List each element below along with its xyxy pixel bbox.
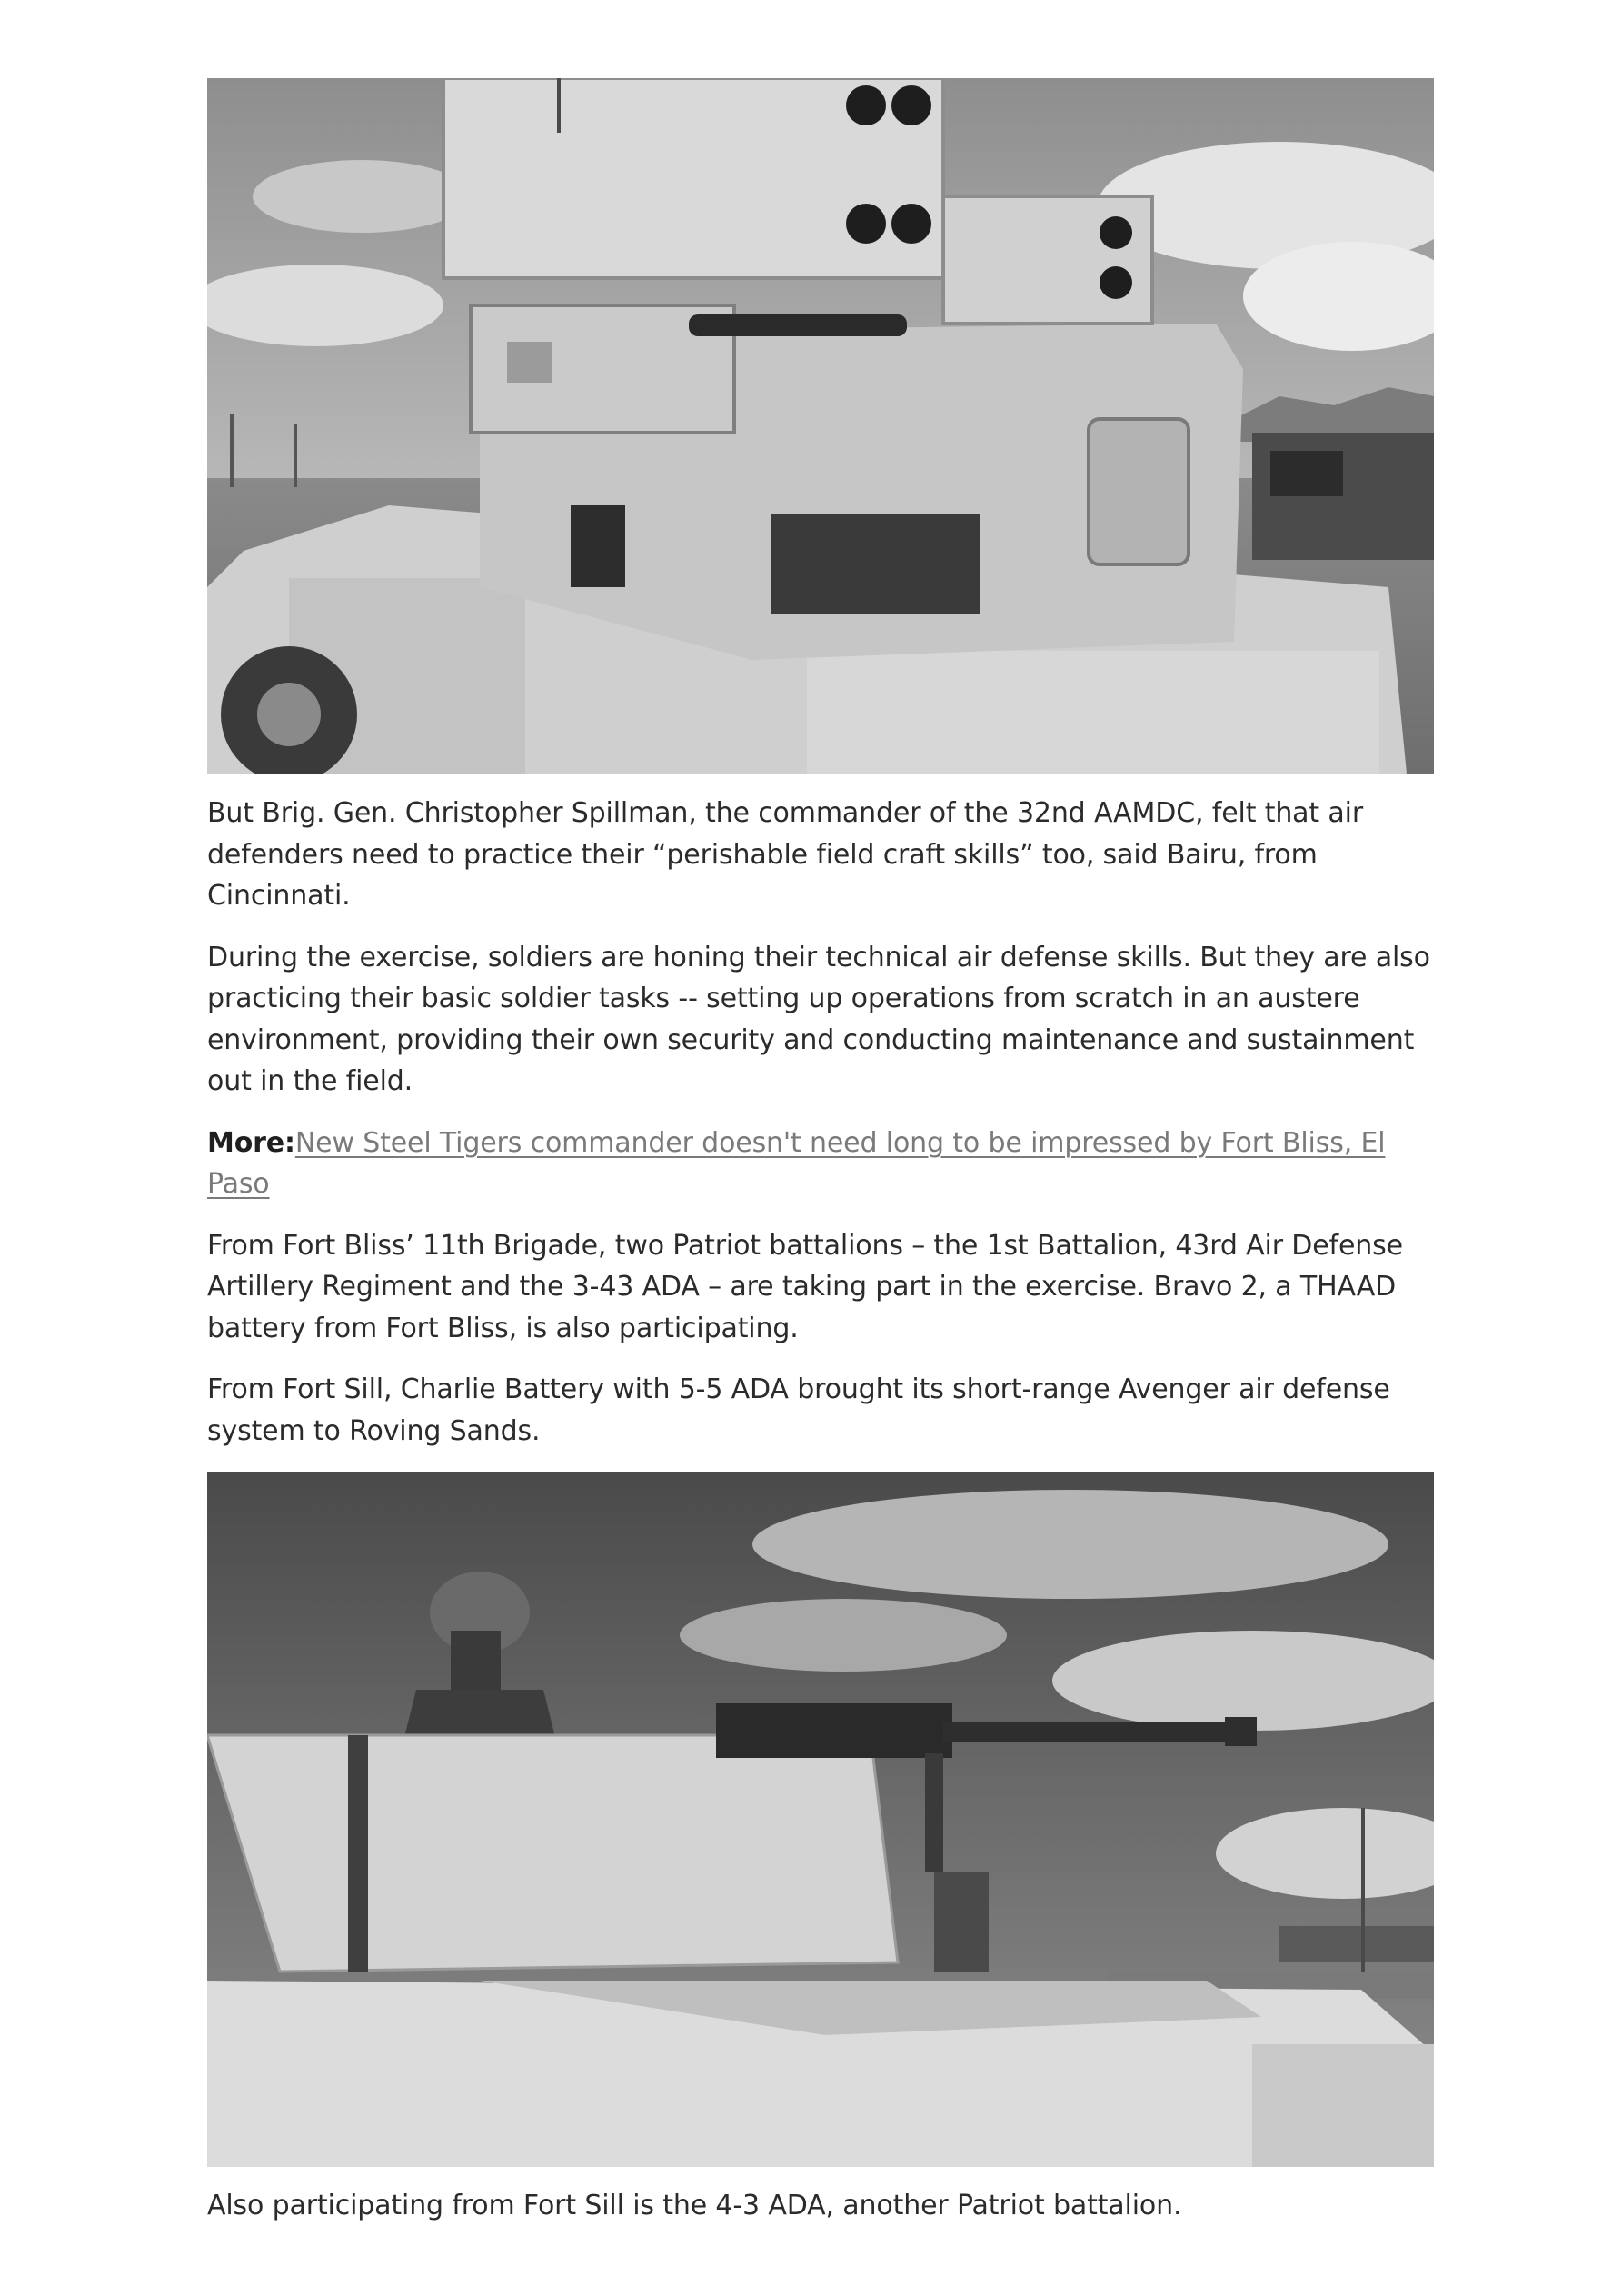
paragraph-commander: But Brig. Gen. Christopher Spillman, the commander of the 32nd AAMDC, felt that air defenders need to practice their “perishable field craft skills” too, said Bairu, from Cincinnati. — [207, 797, 1364, 912]
avenger-launcher-photo — [207, 78, 1434, 774]
article-body — [207, 78, 1434, 2227]
paragraph-fort-sill: From Fort Sill, Charlie Battery with 5-5 ADA brought its short-range Avenger air defense system to Roving Sands. — [207, 1373, 1390, 1447]
paragraph-4-3-ada: Also participating from Fort Sill is the 4-3 ADA, another Patriot battalion. — [207, 2190, 1182, 2221]
more-line — [207, 1123, 1434, 1205]
paragraph-fort-bliss: From Fort Bliss’ 11th Brigade, two Patriot battalions – the 1st Battalion, 43rd Air Defense Artillery Regiment and the 3-43 ADA – are taking part in the exercise. Bravo 2, a THAAD battery from Fort Bliss, is also participating. — [207, 1229, 1403, 1344]
paragraph-exercise: During the exercise, soldiers are honing their technical air defense skills. But they are also practicing their basic soldier tasks -- setting up operations from scratch in an austere environment, providing their own security and conducting maintenance and sustainment out in the field. — [207, 941, 1430, 1097]
related-article-link[interactable]: New Steel Tigers commander doesn't need long to be impressed by Fort Bliss, El Paso — [207, 1126, 1386, 1200]
more-label: More: — [207, 1126, 295, 1159]
soldier-turret-photo — [207, 1472, 1434, 2167]
